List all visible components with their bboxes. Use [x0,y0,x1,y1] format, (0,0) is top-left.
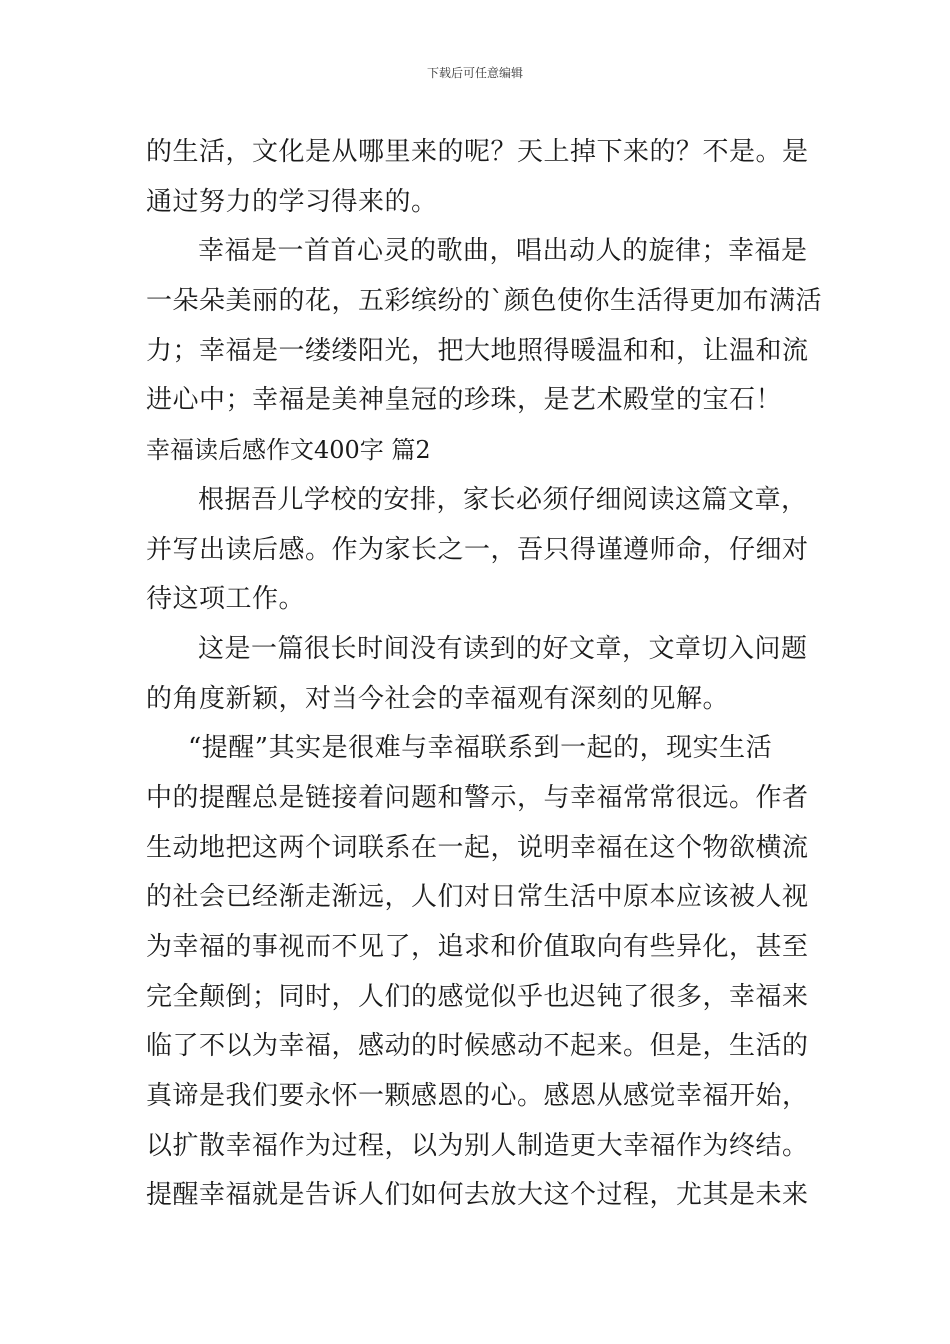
text-line: 完全颠倒；同时，人们的感觉似乎也迟钝了很多，幸福来 [146,981,809,1012]
text-line: 临了不以为幸福，感动的时候感动不起来。但是，生活的 [146,1031,809,1062]
text-line: 力；幸福是一缕缕阳光，把大地照得暖温和和，让温和流 [146,335,809,366]
text-line: 中的提醒总是链接着问题和警示，与幸福常常很远。作者 [146,782,809,813]
text-line: 为幸福的事视而不见了，追求和价值取向有些异化，甚至 [146,932,809,962]
text-line: 的角度新颖，对当今社会的幸福观有深刻的见解。 [146,683,730,714]
paragraph-first-line: 这是一篇很长时间没有读到的好文章，文章切入问题 [198,633,808,664]
paragraph-first-line: “提醒”其实是很难与幸福联系到一起的，现实生活 [188,733,773,764]
paragraph-first-line: 根据吾儿学校的安排，家长必须仔细阅读这篇文章， [198,484,808,515]
text-line: 以扩散幸福作为过程，以为别人制造更大幸福作为终结。 [146,1130,809,1161]
paragraph-first-line: 幸福是一首首心灵的歌曲，唱出动人的旋律；幸福是 [198,236,808,267]
text-line: 生动地把这两个词联系在一起，说明幸福在这个物欲横流 [146,832,809,863]
text-line: 并写出读后感。作为家长之一，吾只得谨遵师命，仔细对 [146,534,809,565]
text-line: 待这项工作。 [146,584,306,615]
text-line: 的社会已经渐走渐远，人们对日常生活中原本应该被人视 [146,882,809,913]
text-line: 通过努力的学习得来的。 [146,186,438,217]
text-line: 进心中；幸福是美神皇冠的珍珠，是艺术殿堂的宝石！ [146,385,783,416]
text-line: 真谛是我们要永怀一颗感恩的心。感恩从感觉幸福开始， [146,1081,809,1112]
text-line: 一朵朵美丽的花，五彩缤纷的`颜色使你生活得更加布满活 [146,286,823,317]
text-line: 提醒幸福就是告诉人们如何去放大这个过程，尤其是未来 [146,1180,809,1211]
page-header: 下载后可任意编辑 [426,66,523,80]
section-heading: 幸福读后感作文400字 篇2 [146,436,431,465]
body-text [146,128,823,1221]
text-line: 的生活，文化是从哪里来的呢？天上掉下来的？不是。是 [146,137,809,167]
